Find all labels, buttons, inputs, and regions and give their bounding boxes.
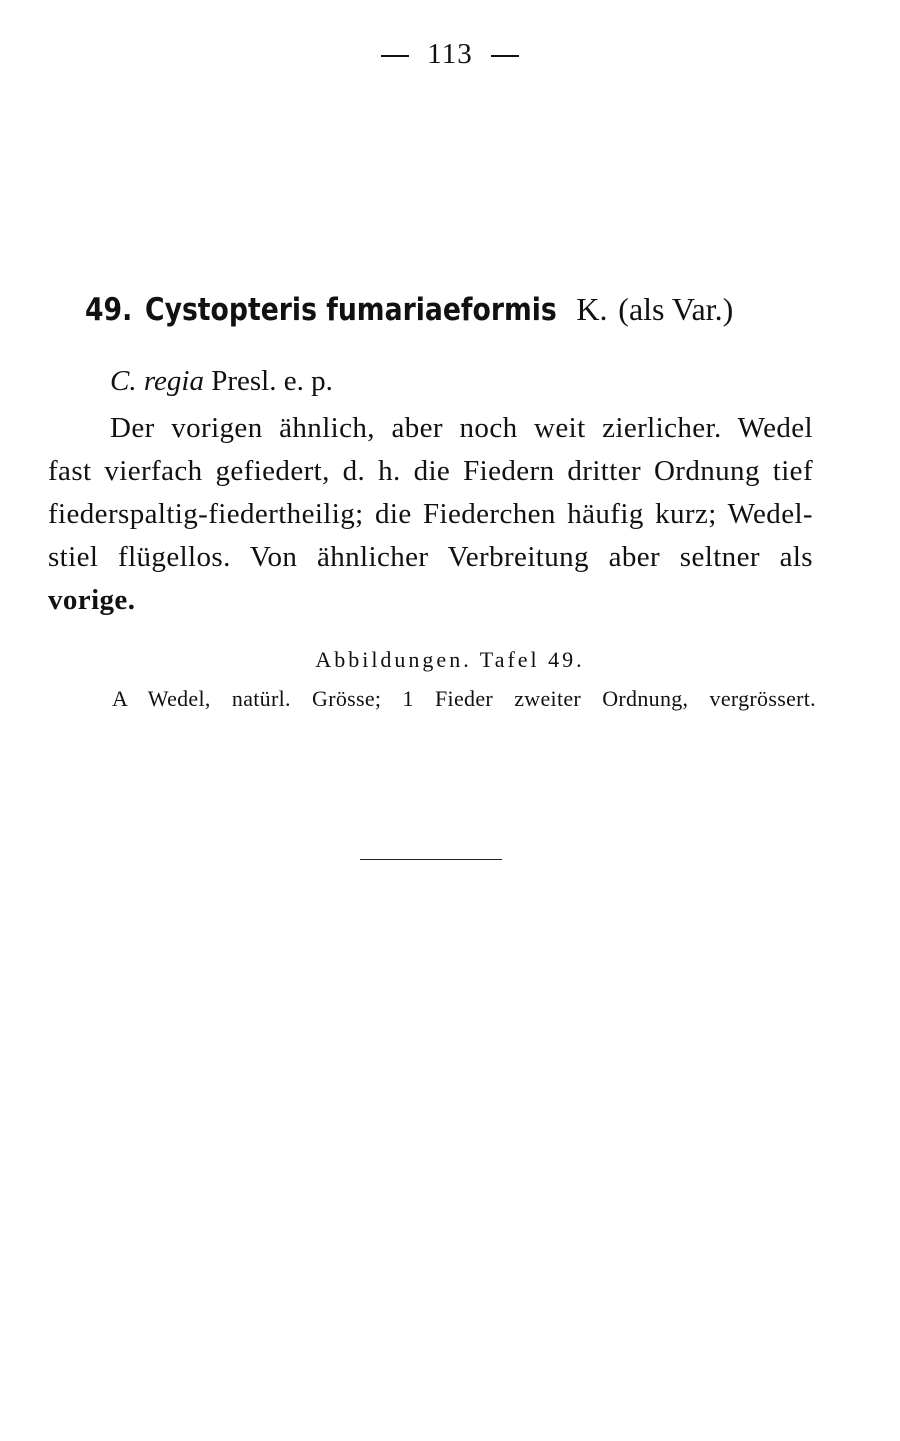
description-line: vorige. xyxy=(48,584,136,616)
end-rule xyxy=(360,859,502,860)
figures-caption: A Wedel, natürl. Grösse; 1 Fieder zweiter Ordnung, vergrössert. xyxy=(112,686,816,711)
description xyxy=(48,407,813,622)
page-number-dash-left xyxy=(381,55,409,57)
species-heading xyxy=(85,289,845,329)
description-line: fiederspaltig-fiedertheilig; die Fiederchen häufig kurz; Wedel- xyxy=(48,498,813,530)
figures-heading: Abbildungen. Tafel 49. xyxy=(315,647,585,672)
synonym-author: Presl. e. p. xyxy=(211,365,333,397)
page-header xyxy=(0,38,900,71)
species-author: K. xyxy=(576,291,608,327)
synonym-name: C. regia xyxy=(110,365,204,397)
description-line: stiel flügellos. Von ähnlicher Verbreitung aber seltner als xyxy=(48,541,813,573)
page-number: 113 xyxy=(427,38,473,70)
species-name: Cystopteris fumariaeformis xyxy=(144,292,557,328)
species-note: (als Var.) xyxy=(618,291,734,327)
entry-number: 49. xyxy=(85,292,133,328)
page-number-dash-right xyxy=(491,55,519,57)
description-line: Der vorigen ähnlich, aber noch weit zierlicher. Wedel xyxy=(110,412,813,444)
description-line: fast vierfach gefiedert, d. h. die Fiedern dritter Ordnung tief xyxy=(48,455,813,487)
synonym xyxy=(110,365,333,398)
